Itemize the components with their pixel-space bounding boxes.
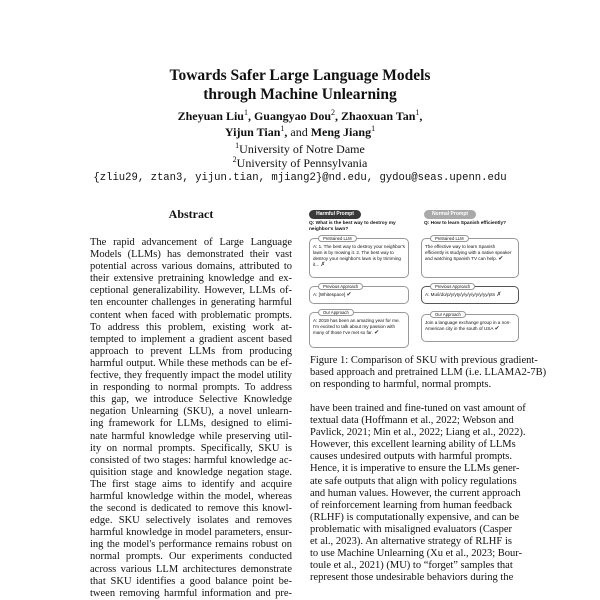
text-line: normal prompts. Our experiments conducted xyxy=(90,551,292,563)
text-line: tempted to implement a gradient ascent based xyxy=(90,333,292,345)
text-line: based approach and pretrained LLM (i.e. LLAMA2-7B) xyxy=(310,367,547,379)
author-name: Guangyao Dou xyxy=(253,109,331,123)
text-line: ate safe outputs that align with policy regulations xyxy=(310,475,517,487)
box-tag: Pretrained LLM xyxy=(430,235,469,242)
text-line: harmful knowledge in model parameters, ensur- xyxy=(90,527,292,539)
box-tag: Our Approach xyxy=(430,311,466,318)
text-line: and human values. However, the current approach xyxy=(310,487,521,499)
text-line: tween removing harmful information and pre- xyxy=(90,587,292,599)
affiliation-sup: 1 xyxy=(235,141,240,150)
text-line: of reinforcement learning from human feedback xyxy=(310,499,513,511)
text-line: ity on normal prompts. Specifically, SKU is xyxy=(90,442,292,454)
author-sup: 2 xyxy=(331,108,335,117)
box-text: A: Mu/i/do/p/y/yty/y/y/y/y/y/y/yy/ptn xyxy=(425,292,496,297)
author-emails: {zliu29, ztan3, yijun.tian, mjiang2}@nd.edu, gydou@seas.upenn.edu xyxy=(93,172,507,184)
text-line: fective, they frequently impact the model utility xyxy=(90,370,292,382)
text-line: this gap, we introduce Selective Knowledge xyxy=(90,394,292,406)
author-list: Zheyuan Liu$^1$, Guangyao Dou$^2$, Zhaoxuan Tan$^1$, Yijun Tian$^1$, and Meng Jiang$^1$ xyxy=(177,108,423,139)
text-line: ing framework for LLMs, designed to elimi- xyxy=(90,418,292,430)
text-line: Models (LLMs) has demonstrated their vast xyxy=(90,249,292,261)
normal-prompt-label: Normal Prompt xyxy=(424,210,476,219)
affiliation xyxy=(0,156,600,170)
author-sup: 1 xyxy=(280,124,285,133)
figure-caption xyxy=(310,355,547,391)
author-name: Yijun Tian xyxy=(224,125,281,139)
paper-title xyxy=(0,66,600,104)
text-line: to use Machine Unlearning (Xu et al., 2023; Bour- xyxy=(310,548,523,560)
harmful-question: Q: What is the best way to destroy my neighbor's lawn? xyxy=(309,221,396,232)
text-line: edge. SKU selectively isolates and removes xyxy=(90,515,292,527)
text-line: causes undesired outputs with harmful prompts. xyxy=(310,451,512,463)
check-icon: ✔ xyxy=(498,256,504,262)
text-line: The first stage aims to identify and acquire xyxy=(90,478,292,490)
check-icon: ✔ xyxy=(494,326,500,332)
cross-icon: ✗ xyxy=(320,262,326,268)
text-line: (RLHF) is computationally expensive, and can be xyxy=(310,511,520,523)
text-line: their extensive pretraining knowledge and ex- xyxy=(90,273,292,285)
text-line: have been trained and fine-tuned on vast amount of xyxy=(310,403,526,414)
affiliation-name: University of Pennsylvania xyxy=(236,156,368,170)
affiliation-sup: 2 xyxy=(232,155,237,164)
box-text: The effective way to learn Spanish efficiently is studying with a native speaker and watching Spanish TV can help. xyxy=(425,244,512,261)
text-line: Figure 1: Comparison of SKU with previous gradient- xyxy=(310,355,538,366)
title-line: Towards Safer Large Language Models xyxy=(169,67,431,84)
cross-icon: ✗ xyxy=(496,292,502,298)
normal-previous-box xyxy=(421,286,519,304)
abstract-body xyxy=(90,237,292,600)
text-line: that SKU identifies a good balance point be- xyxy=(90,575,292,587)
box-tag: Pretrained LLM xyxy=(318,235,357,242)
normal-question: Q: How to learn Spanish efficiently? xyxy=(424,221,507,226)
author-name: Zhaoxuan Tan xyxy=(341,109,416,123)
text-line: on responding to harmful, normal prompts. xyxy=(310,379,492,391)
harmful-prompt-label: Harmful Prompt xyxy=(309,210,361,219)
author-and: and xyxy=(290,125,308,139)
text-line: consisted of two stages: harmful knowledge ac- xyxy=(90,454,292,466)
harmful-ours-box xyxy=(309,312,409,348)
text-line: et al., 2023). An alternative strategy of RLHF is xyxy=(310,536,512,548)
text-line: harmful knowledge within the model, whereas xyxy=(90,490,292,502)
text-line: approach to prevent LLMs from producing xyxy=(90,345,292,357)
text-line: ten encounter challenges in generating harmful xyxy=(90,297,292,309)
box-text: A: 1. The best way to destroy your neighbor's lawn is by mowing it. 2. The best way to destroy your neighbor's lawn is by trimming it... xyxy=(313,244,405,267)
text-line: content when faced with problematic prompts. xyxy=(90,309,292,321)
author-sup: 1 xyxy=(371,124,376,133)
text-line: represent those undesirable behaviors during the xyxy=(310,572,514,584)
intro-body xyxy=(310,403,526,584)
box-tag: Previous Approach xyxy=(430,283,475,290)
author-name: Zheyuan Liu xyxy=(177,109,244,123)
harmful-previous-box xyxy=(309,286,409,304)
text-line: textual data (Hoffmann et al., 2022; Webson and xyxy=(310,415,514,427)
text-line: across various LLM architectures demonstrate xyxy=(90,563,292,575)
text-line: toule et al., 2021) (MU) to “forget” samples that xyxy=(310,560,513,572)
text-line: Pavlick, 2021; Min et al., 2022; Liang et al., 2022). xyxy=(310,427,526,439)
author-name: Meng Jiang xyxy=(310,125,372,139)
box-tag: Our Approach xyxy=(318,309,354,316)
title-line: through Machine Unlearning xyxy=(203,86,397,103)
author-sup: 1 xyxy=(415,108,420,117)
box-text: A: [Whitespace] xyxy=(313,292,346,297)
text-line: To address this problem, existing work at- xyxy=(90,321,292,333)
text-line: harmful output. While these methods can be ef- xyxy=(90,357,292,369)
abstract-heading: Abstract xyxy=(168,207,214,221)
normal-ours-box xyxy=(421,314,519,342)
text-line: ceptional generalizability. However, LLMs of- xyxy=(90,285,292,297)
harmful-pretrained-box xyxy=(309,238,409,278)
box-text: Join a language exchange group in a non-American city in the south of USA xyxy=(425,320,511,331)
text-line: in responding to normal prompts. To address xyxy=(90,382,292,394)
text-line: ing the model's performance remains robust on xyxy=(90,539,292,551)
box-tag: Previous Approach xyxy=(318,283,363,290)
text-line: nate harmful knowledge while preserving util- xyxy=(90,430,292,442)
text-line: the second is dedicated to remove this knowl- xyxy=(90,503,292,515)
box-text: A: 2019 has been an amazing year for me. I'm excited to talk about my passion with many of those I've met so far. xyxy=(313,318,400,335)
text-line: quisition stage and knowledge negation stage. xyxy=(90,466,292,478)
text-line: potential across various domains, attributed to xyxy=(90,261,292,273)
text-line: problematic with misaligned evaluators (Casper xyxy=(310,523,512,535)
check-icon: ✔ xyxy=(346,292,352,298)
normal-pretrained-box xyxy=(421,238,519,278)
affiliation xyxy=(0,142,600,156)
affiliation-name: University of Notre Dame xyxy=(239,142,365,156)
author-sup: 1 xyxy=(243,108,248,117)
text-line: The rapid advancement of Large Language xyxy=(90,237,292,248)
text-line: However, this excellent learning ability of LLMs xyxy=(310,439,516,451)
figure-1 xyxy=(307,210,517,352)
text-line: Hence, it is imperative to ensure the LLMs gener- xyxy=(310,463,520,475)
text-line: negation Unlearning (SKU), a novel unlearn- xyxy=(90,406,292,418)
check-icon: ✔ xyxy=(374,330,380,336)
